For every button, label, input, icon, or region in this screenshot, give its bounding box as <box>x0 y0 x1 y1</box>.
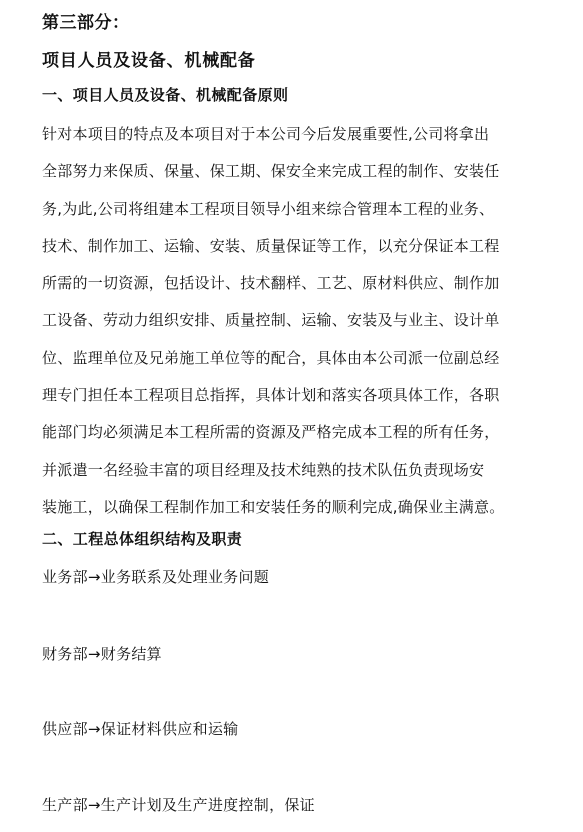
part-heading: 第三部分： <box>42 13 130 33</box>
paragraph-line: 位、监理单位及兄弟施工单位等的配合，具体由本公司派一位副总经 <box>42 348 500 367</box>
document-title: 项目人员及设备、机械配备 <box>42 51 256 71</box>
paragraph-line: 工设备、劳动力组织安排、质量控制、运输、安装及与业主、设计单 <box>42 311 500 330</box>
section-2-heading: 二、工程总体组织结构及职责 <box>42 530 243 548</box>
section-1-heading: 一、项目人员及设备、机械配备原则 <box>42 86 289 104</box>
org-item-business: 业务部→业务联系及处理业务问题 <box>42 568 270 586</box>
org-item-finance: 财务部→财务结算 <box>42 645 162 663</box>
paragraph-line: 技术、制作加工、运输、安装、质量保证等工作，以充分保证本工程 <box>42 236 500 255</box>
paragraph-line: 针对本项目的特点及本项目对于本公司今后发展重要性,公司将拿出 <box>42 125 490 143</box>
org-item-supply: 供应部→保证材料供应和运输 <box>42 720 239 738</box>
paragraph-line: 务,为此,公司将组建本工程项目领导小组来综合管理本工程的业务、 <box>42 199 495 218</box>
paragraph-line: 并派遣一名经验丰富的项目经理及技术纯熟的技术队伍负责现场安 <box>42 460 485 479</box>
paragraph-line: 能部门均必须满足本工程所需的资源及严格完成本工程的所有任务， <box>42 423 500 442</box>
org-item-production: 生产部→生产计划及生产进度控制，保证 <box>42 796 315 814</box>
section-1-paragraph <box>42 116 542 526</box>
paragraph-line: 全部努力来保质、保量、保工期、保安全来完成工程的制作、安装任 <box>42 162 500 181</box>
paragraph-line: 所需的一切资源，包括设计、技术翻样、工艺、原材料供应、制作加 <box>42 274 500 293</box>
paragraph-line: 理专门担任本工程项目总指挥，具体计划和落实各项具体工作，各职 <box>42 386 500 405</box>
paragraph-line: 装施工，以确保工程制作加工和安装任务的顺利完成,确保业主满意。 <box>42 497 505 516</box>
